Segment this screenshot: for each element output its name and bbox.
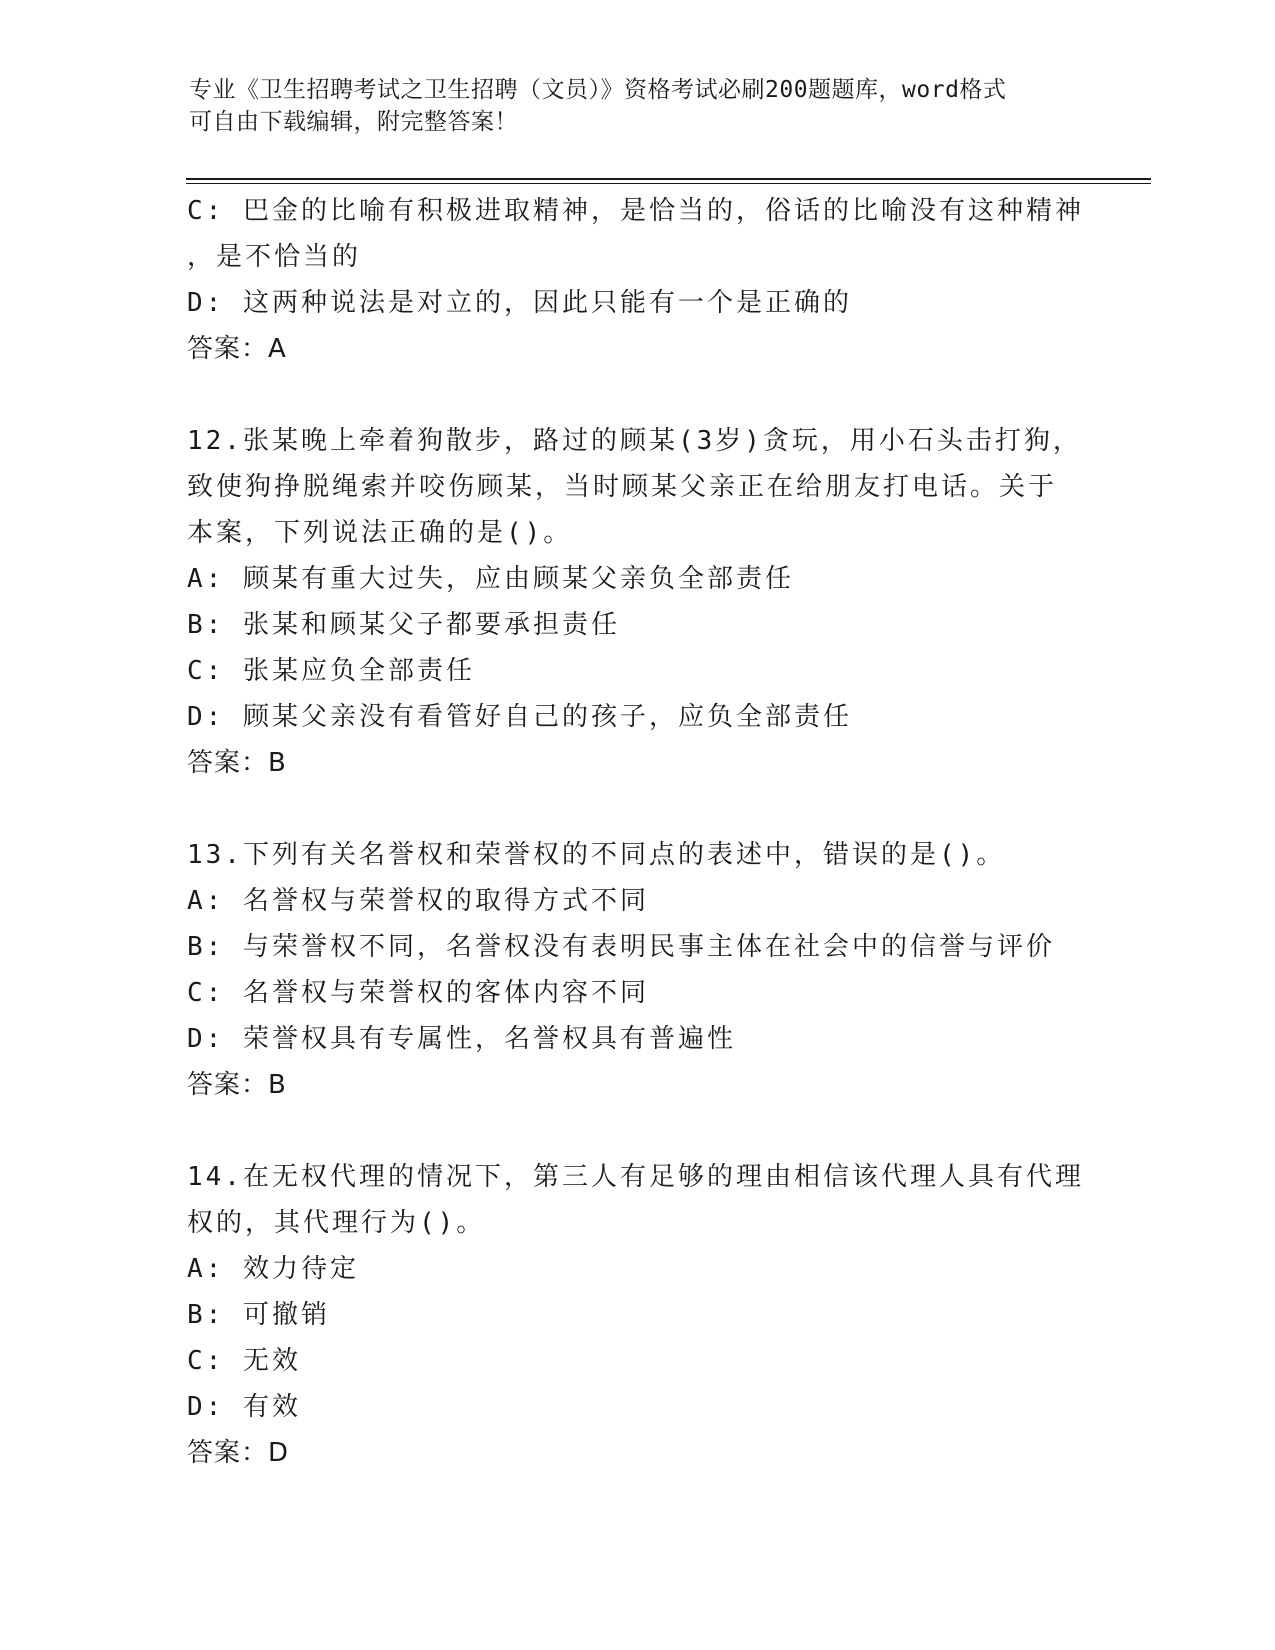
question-12	[187, 418, 1087, 786]
answer-line: 答案：B	[187, 1070, 287, 1100]
spacer	[187, 1108, 1087, 1154]
option-a: A: 顾某有重大过失，应由顾某父亲负全部责任	[187, 564, 794, 594]
option-c: C: 巴金的比喻有积极进取精神，是恰当的，俗话的比喻没有这种精神	[187, 196, 1084, 226]
option-c: C: 张某应负全部责任	[187, 656, 475, 686]
answer-line: 答案：B	[187, 748, 287, 778]
question-text: 12.张某晚上牵着狗散步，路过的顾某(3岁)贪玩，用小石头击打狗，	[187, 426, 1082, 456]
option-d: D: 顾某父亲没有看管好自己的孩子，应负全部责任	[187, 702, 852, 732]
question-text: 本案，下列说法正确的是()。	[187, 518, 573, 548]
spacer	[187, 786, 1087, 832]
option-d: D: 这两种说法是对立的，因此只能有一个是正确的	[187, 288, 852, 318]
option-b: B: 与荣誉权不同，名誉权没有表明民事主体在社会中的信誉与评价	[187, 932, 1055, 962]
option-a: A: 效力待定	[187, 1254, 359, 1284]
question-text: 13.下列有关名誉权和荣誉权的不同点的表述中，错误的是()。	[187, 840, 1006, 870]
previous-question-tail	[187, 188, 1087, 372]
question-14	[187, 1154, 1087, 1476]
document-header	[189, 74, 1089, 138]
question-text: 权的，其代理行为()。	[187, 1208, 486, 1238]
option-b: B: 可撤销	[187, 1300, 330, 1330]
question-text: 致使狗挣脱绳索并咬伤顾某，当时顾某父亲正在给朋友打电话。关于	[187, 472, 1058, 502]
header-line-2: 可自由下载编辑，附完整答案！	[189, 109, 518, 135]
header-line-1: 专业《卫生招聘考试之卫生招聘（文员）》资格考试必刷200题题库，word格式	[189, 77, 1007, 103]
spacer	[187, 372, 1087, 418]
option-c: C: 无效	[187, 1346, 301, 1376]
option-d: D: 有效	[187, 1392, 301, 1422]
question-text: 14.在无权代理的情况下，第三人有足够的理由相信该代理人具有代理	[187, 1162, 1084, 1192]
answer-line: 答案：A	[187, 334, 287, 364]
answer-line: 答案：D	[187, 1438, 290, 1468]
option-b: B: 张某和顾某父子都要承担责任	[187, 610, 620, 640]
header-rule-thin	[186, 183, 1151, 184]
document-body	[187, 188, 1087, 1476]
question-13	[187, 832, 1087, 1108]
option-d: D: 荣誉权具有专属性，名誉权具有普遍性	[187, 1024, 736, 1054]
option-c-continued: ，是不恰当的	[187, 242, 362, 272]
option-a: A: 名誉权与荣誉权的取得方式不同	[187, 886, 649, 916]
option-c: C: 名誉权与荣誉权的客体内容不同	[187, 978, 649, 1008]
header-rule-thick	[186, 178, 1151, 180]
